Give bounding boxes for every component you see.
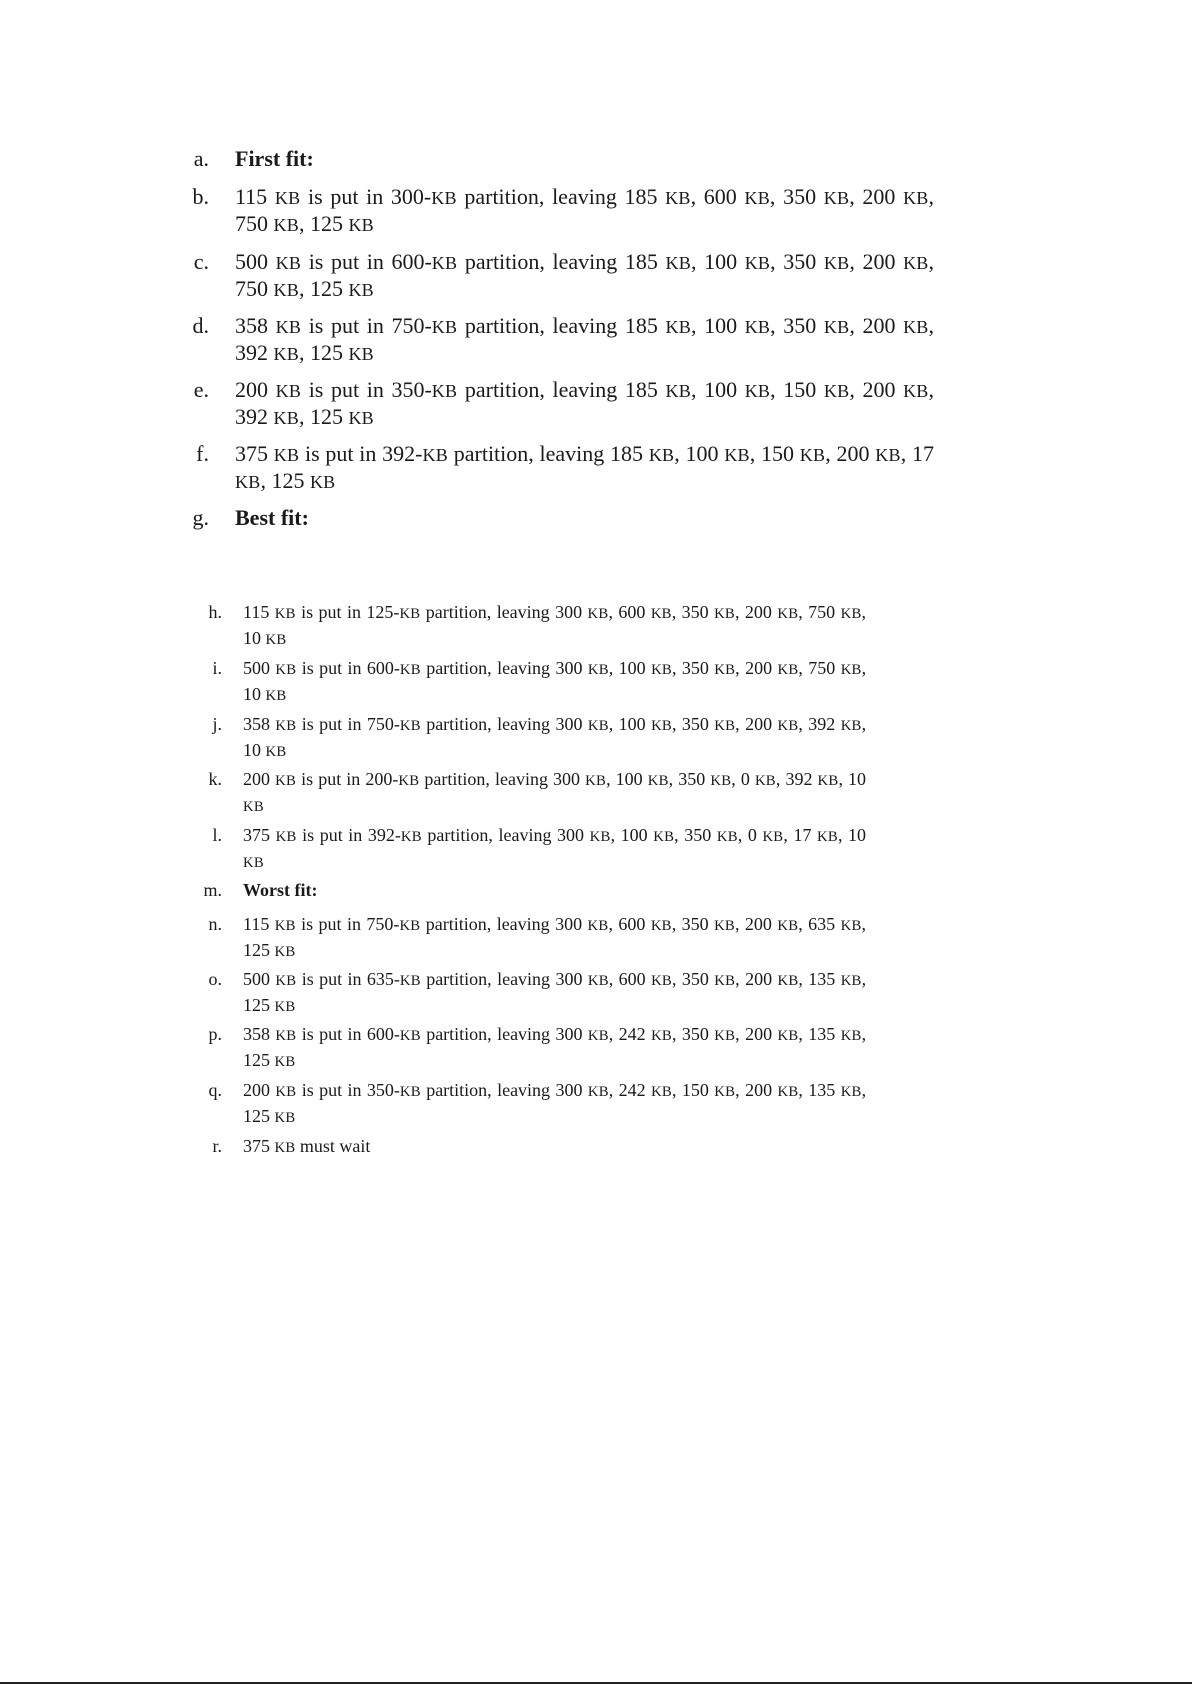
list-item xyxy=(181,313,934,367)
list-item xyxy=(192,1134,866,1160)
list-item xyxy=(192,712,866,764)
list-item xyxy=(181,146,934,172)
item-label: f. xyxy=(196,441,209,466)
item-text: 500 KB is put in 600-KB partition, leaving 300 KB, 100 KB, 350 KB, 200 KB, 750 KB, 10 KB xyxy=(243,658,867,704)
item-label: j. xyxy=(212,714,222,734)
list-item xyxy=(192,600,866,652)
list-item xyxy=(192,912,866,964)
list-item xyxy=(181,377,934,431)
list-item xyxy=(192,878,866,902)
bottom-rule xyxy=(0,1682,1192,1684)
list-item xyxy=(181,249,934,303)
list-item xyxy=(192,967,866,1019)
heading-best-fit: Best fit: xyxy=(235,505,309,530)
item-label: k. xyxy=(208,769,222,789)
item-text: 115 KB is put in 125-KB partition, leaving 300 KB, 600 KB, 350 KB, 200 KB, 750 KB, 10 KB xyxy=(243,602,866,648)
item-label: n. xyxy=(208,914,222,934)
list-item xyxy=(192,656,866,708)
item-text: 358 KB is put in 750-KB partition, leaving 185 KB, 100 KB, 350 KB, 200 KB, 392 KB, 125 KB xyxy=(235,313,935,365)
item-label: h. xyxy=(208,602,222,622)
item-text: 200 KB is put in 350-KB partition, leaving 300 KB, 242 KB, 150 KB, 200 KB, 135 KB, 125 KB xyxy=(243,1080,867,1126)
item-text: 358 KB is put in 600-KB partition, leaving 300 KB, 242 KB, 350 KB, 200 KB, 135 KB, 125 KB xyxy=(243,1024,867,1070)
list-item xyxy=(181,505,934,531)
list-item xyxy=(192,823,866,875)
item-label: g. xyxy=(192,505,209,530)
item-text: 375 KB is put in 392-KB partition, leaving 300 KB, 100 KB, 350 KB, 0 KB, 17 KB, 10 KB xyxy=(243,825,867,871)
item-label: r. xyxy=(212,1136,222,1156)
item-label: l. xyxy=(212,825,222,845)
list-item xyxy=(192,767,866,819)
item-label: p. xyxy=(208,1024,222,1044)
item-label: d. xyxy=(192,313,209,338)
list-item xyxy=(181,441,934,495)
item-label: m. xyxy=(203,880,222,900)
item-label: o. xyxy=(208,969,222,989)
item-text: 358 KB is put in 750-KB partition, leaving 300 KB, 100 KB, 350 KB, 200 KB, 392 KB, 10 KB xyxy=(243,714,867,760)
item-text: 500 KB is put in 635-KB partition, leaving 300 KB, 600 KB, 350 KB, 200 KB, 135 KB, 125 KB xyxy=(243,969,867,1015)
item-text: 500 KB is put in 600-KB partition, leaving 185 KB, 100 KB, 350 KB, 200 KB, 750 KB, 125 KB xyxy=(235,249,935,301)
item-text: 200 KB is put in 350-KB partition, leaving 185 KB, 100 KB, 150 KB, 200 KB, 392 KB, 125 KB xyxy=(235,377,935,429)
heading-first-fit: First fit: xyxy=(235,146,314,171)
item-label: e. xyxy=(193,377,209,402)
item-label: i. xyxy=(212,658,222,678)
item-label: b. xyxy=(192,184,209,209)
list-item xyxy=(192,1022,866,1074)
list-item xyxy=(181,184,934,238)
list-item xyxy=(192,1078,866,1130)
item-text: 115 KB is put in 750-KB partition, leaving 300 KB, 600 KB, 350 KB, 200 KB, 635 KB, 125 KB xyxy=(243,914,866,960)
item-text: 375 KB is put in 392-KB partition, leaving 185 KB, 100 KB, 150 KB, 200 KB, 17 KB, 125 KB xyxy=(235,441,934,493)
item-label: q. xyxy=(208,1080,222,1100)
item-text: 375 KB must wait xyxy=(243,1136,371,1156)
item-label: a. xyxy=(193,146,209,171)
heading-worst-fit: Worst fit: xyxy=(243,880,318,900)
item-text: 200 KB is put in 200-KB partition, leaving 300 KB, 100 KB, 350 KB, 0 KB, 392 KB, 10 KB xyxy=(243,769,867,815)
item-text: 115 KB is put in 300-KB partition, leaving 185 KB, 600 KB, 350 KB, 200 KB, 750 KB, 125 KB xyxy=(235,184,935,236)
item-label: c. xyxy=(193,249,209,274)
